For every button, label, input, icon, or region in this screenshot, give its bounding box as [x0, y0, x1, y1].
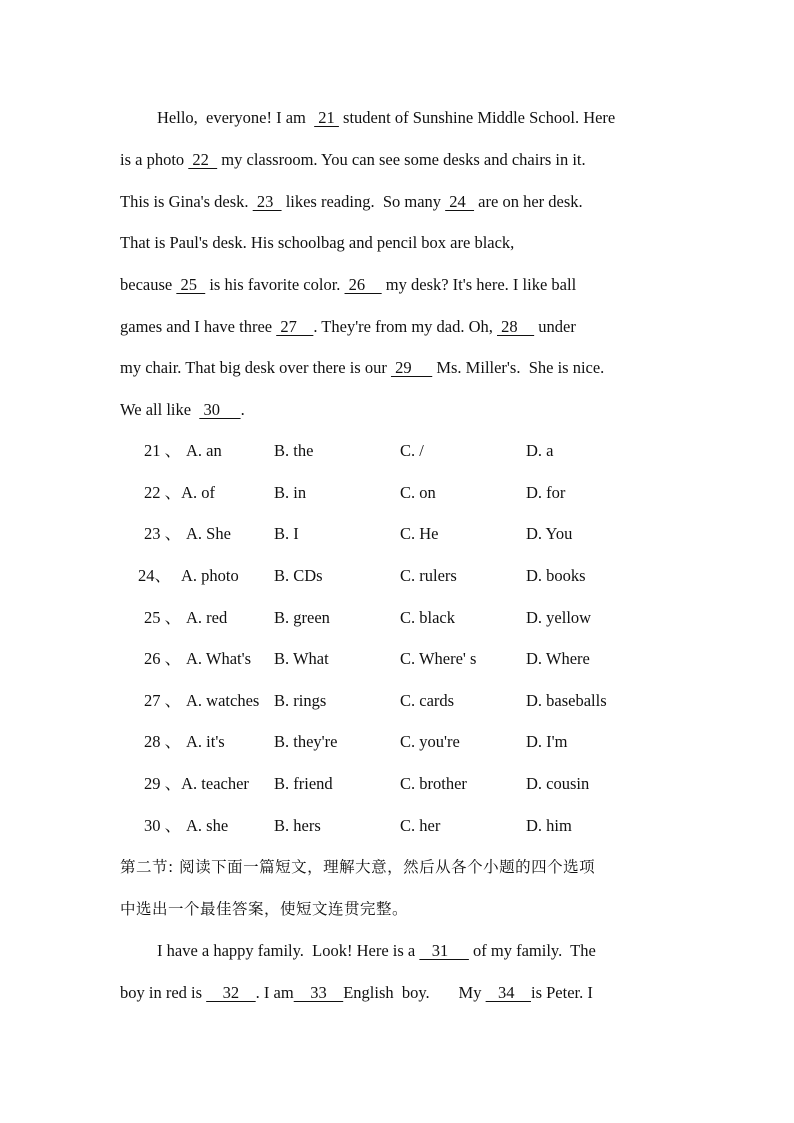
option-b: B. green — [274, 608, 330, 627]
instruction-line: 中选出一个最佳答案，使短文连贯完整。 — [120, 900, 409, 918]
option-b: B. they're — [274, 732, 338, 751]
question-number: 22 、A. of — [144, 483, 216, 502]
option-c: C. black — [400, 608, 455, 627]
option-d: D. for — [526, 483, 566, 502]
option-c: C. / — [400, 441, 424, 460]
passage-line: We all like 30 . — [120, 400, 245, 419]
option-d: D. Where — [526, 649, 590, 668]
passage-line: Hello, everyone! I am 21 student of Sunshine Middle School. Here — [157, 108, 616, 127]
option-a: A. it's — [186, 732, 225, 751]
passage-line: my chair. That big desk over there is our 29 Ms. Miller's. She is nice. — [120, 358, 605, 377]
question-number: 28 、 — [144, 732, 182, 751]
option-b: B. I — [274, 524, 299, 543]
option-b: B. the — [274, 441, 314, 460]
option-b: B. hers — [274, 816, 321, 835]
option-c: C. brother — [400, 774, 467, 793]
question-row — [0, 441, 794, 463]
option-c: C. He — [400, 524, 439, 543]
option-c: C. Where' s — [400, 649, 477, 668]
option-d: D. baseballs — [526, 691, 607, 710]
option-c: C. rulers — [400, 566, 457, 585]
option-a: A. photo — [181, 566, 239, 585]
passage-line: games and I have three 27 . They're from my dad. Oh, 28 under — [120, 317, 576, 336]
option-c: C. cards — [400, 691, 455, 710]
question-number: 23 、 — [144, 524, 182, 543]
option-a: A. red — [186, 608, 228, 627]
question-row — [0, 732, 794, 754]
question-number: 26 、 — [144, 649, 182, 668]
option-d: D. yellow — [526, 608, 592, 627]
option-d: D. You — [526, 524, 573, 543]
option-a: A. an — [186, 441, 222, 460]
question-row — [0, 608, 794, 630]
passage-line: This is Gina's desk. 23 likes reading. So many 24 are on her desk. — [120, 192, 583, 211]
question-row — [0, 774, 794, 796]
option-c: C. you're — [400, 732, 460, 751]
passage-line: because 25 is his favorite color. 26 my desk? It's here. I like ball — [120, 275, 577, 294]
question-number: 24、 — [138, 566, 171, 585]
instruction-line: 第二节: 阅读下面一篇短文，理解大意，然后从各个小题的四个选项 — [120, 858, 596, 876]
question-number: 30 、 — [144, 816, 182, 835]
option-a: A. watches — [186, 691, 260, 710]
option-a: A. She — [186, 524, 231, 543]
question-number: 27 、 — [144, 691, 182, 710]
question-number: 25 、 — [144, 608, 182, 627]
question-number: 29 、A. teacher — [144, 774, 249, 793]
question-row — [0, 649, 794, 671]
option-d: D. I'm — [526, 732, 568, 751]
option-c: C. on — [400, 483, 436, 502]
passage-line: is a photo 22 my classroom. You can see some desks and chairs in it. — [120, 150, 586, 169]
option-b: B. rings — [274, 691, 327, 710]
passage-line: I have a happy family. Look! Here is a 31 of my family. The — [157, 941, 596, 960]
passage-line: boy in red is 32 . I am 33 English boy. My 34 is Peter. I — [120, 983, 593, 1002]
option-c: C. her — [400, 816, 441, 835]
option-b: B. What — [274, 649, 329, 668]
passage-line: That is Paul's desk. His schoolbag and pencil box are black, — [120, 233, 515, 252]
question-number: 21 、 — [144, 441, 182, 460]
option-d: D. a — [526, 441, 554, 460]
question-row — [0, 691, 794, 713]
question-row — [0, 566, 794, 588]
question-row — [0, 483, 794, 505]
option-b: B. friend — [274, 774, 333, 793]
option-a: A. What's — [186, 649, 251, 668]
option-d: D. books — [526, 566, 586, 585]
option-d: D. him — [526, 816, 572, 835]
option-b: B. CDs — [274, 566, 323, 585]
question-row — [0, 524, 794, 546]
option-d: D. cousin — [526, 774, 590, 793]
option-a: A. she — [186, 816, 229, 835]
option-b: B. in — [274, 483, 307, 502]
question-row — [0, 816, 794, 838]
